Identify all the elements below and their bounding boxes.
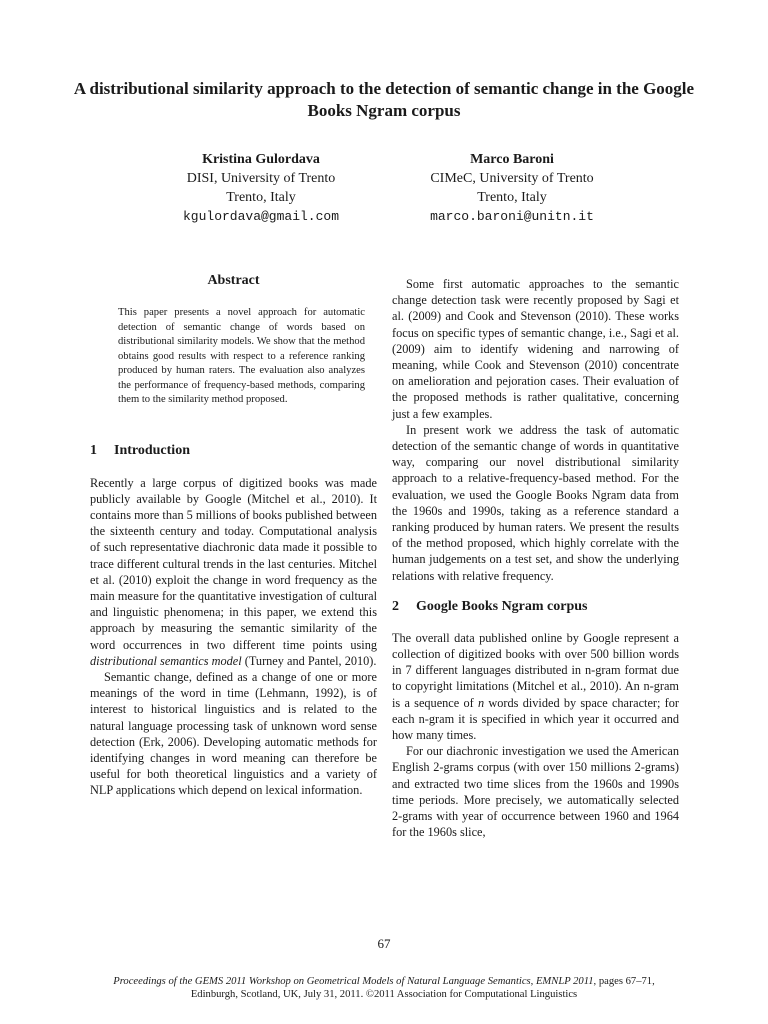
right-column bbox=[392, 276, 679, 841]
footer-venue: Proceedings of the GEMS 2011 Workshop on Geometrical Models of Natural Language Semantics, EMNLP 2011 bbox=[113, 976, 594, 987]
section-number: 1 bbox=[90, 442, 97, 458]
section-heading-introduction bbox=[90, 442, 377, 460]
left-column bbox=[90, 272, 377, 799]
intro-paragraph-2: Semantic change, defined as a change of one or more meanings of the word in time (Lehmann, 1992), is of interest to historical linguistics and is related to the natural language processing task of unknown word sense detection (Erk, 2006). Developing automatic methods for identifying changes in word meaning can therefore be useful for both theoretical linguistics and a variety of NLP applications which depend on lexical information. bbox=[90, 669, 377, 798]
paragraph-text: Recently a large corpus of digitized books was made publicly available by Google (Mitchel et al., 2010). It contains more than 5 millions of books published between the sixteenth century and today. Computational analysis of such representative diachronic data made it possible to trace different cultural trends in the last centuries. Mitchel et al. (2010) exploit the change in word frequency as the main measure for the quantitative investigation of cultural and linguistic phenomena; in this paper, we extend this approach by measuring the semantic similarity of the word occurrences in two different time points using bbox=[90, 475, 377, 652]
page-number: 67 bbox=[377, 936, 391, 951]
corpus-paragraph-2: For our diachronic investigation we used the American English 2-grams corpus (with over 150 millions 2-grams) and extracted two time slices from the 1960s and 1990s time periods. More precisely, we automatically selected 2-grams with year of occurrence between 1960 and 1964 for the 1960s slice, bbox=[392, 744, 679, 840]
author-affiliation: DISI, University of Trento bbox=[186, 171, 336, 186]
emphasis-term: distributional semantics model bbox=[90, 653, 242, 668]
section-heading-ngram-corpus bbox=[392, 598, 679, 616]
paragraph-text: words divided by space character; for each n-gram it is specified in which year it occurred and how many times. bbox=[392, 695, 680, 743]
intro-paragraph-1 bbox=[90, 475, 377, 669]
paper-title: A distributional similarity approach to the detection of semantic change in the Google Books Ngram corpus bbox=[73, 79, 695, 120]
author-location: Trento, Italy bbox=[477, 190, 547, 205]
author-name: Kristina Gulordava bbox=[202, 152, 320, 167]
section-title: Introduction bbox=[114, 442, 190, 458]
author-block-2 bbox=[392, 150, 632, 226]
proceedings-footer bbox=[40, 975, 728, 1001]
section-title: Google Books Ngram corpus bbox=[416, 598, 588, 614]
intro-paragraph-4: In present work we address the task of automatic detection of the semantic change of words in quantitative way, comparing our novel distributional similarity approach to a relative-frequency-based method. For the evaluation, we used the Google Books Ngram data from the 1960s and 1990s, taking as a reference standard a ranking produced by human raters. We present the results of the method proposed, which highly correlate with the human judgements on a test set, and show the underlying relations with relative frequency. bbox=[392, 422, 679, 583]
author-block-1 bbox=[141, 150, 381, 226]
intro-paragraph-3: Some first automatic approaches to the semantic change detection task were recently proposed by Sagi et al. (2009) and Cook and Stevenson (2010). These works focus on specific types of semantic change, i.e., Sagi et al. (2009) aim to identify widening and narrowing of meaning, while Cook and Stevenson (2010) concentrate on amelioration and pejoration cases. Their evaluation of the proposed methods is rather qualitative, concerning just a few examples. bbox=[392, 277, 679, 421]
footer-pages: , pages 67–71, bbox=[593, 976, 655, 987]
abstract-text: This paper presents a novel approach for automatic detection of semantic change of words based on distributional similarity models. We show that the method obtains good results with respect to a reference ranking produced by human raters. The evaluation also analyzes the performance of frequency-based methods, comparing them to the similarity method proposed. bbox=[118, 307, 365, 405]
abstract-heading: Abstract bbox=[207, 273, 260, 288]
math-variable: n bbox=[477, 695, 485, 710]
corpus-paragraph-1 bbox=[392, 630, 679, 743]
footer-line-2: Edinburgh, Scotland, UK, July 31, 2011. ©2011 Association for Computational Linguistics bbox=[190, 989, 578, 1000]
section-number: 2 bbox=[392, 598, 399, 614]
author-name: Marco Baroni bbox=[470, 152, 554, 167]
author-email: marco.baroni@unitn.it bbox=[430, 209, 594, 224]
author-location: Trento, Italy bbox=[226, 190, 296, 205]
author-affiliation: CIMeC, University of Trento bbox=[430, 171, 594, 186]
paragraph-text: The overall data published online by Google represent a collection of digitized books with over 500 billion words in 7 different languages distributed in n-gram format due to copyright limitations (Mitchel et al., 2010). An n-gram is a sequence of bbox=[392, 630, 679, 710]
author-email: kgulordava@gmail.com bbox=[182, 209, 340, 224]
footer-line-1 bbox=[40, 975, 728, 988]
paragraph-text: (Turney and Pantel, 2010). bbox=[241, 653, 377, 668]
